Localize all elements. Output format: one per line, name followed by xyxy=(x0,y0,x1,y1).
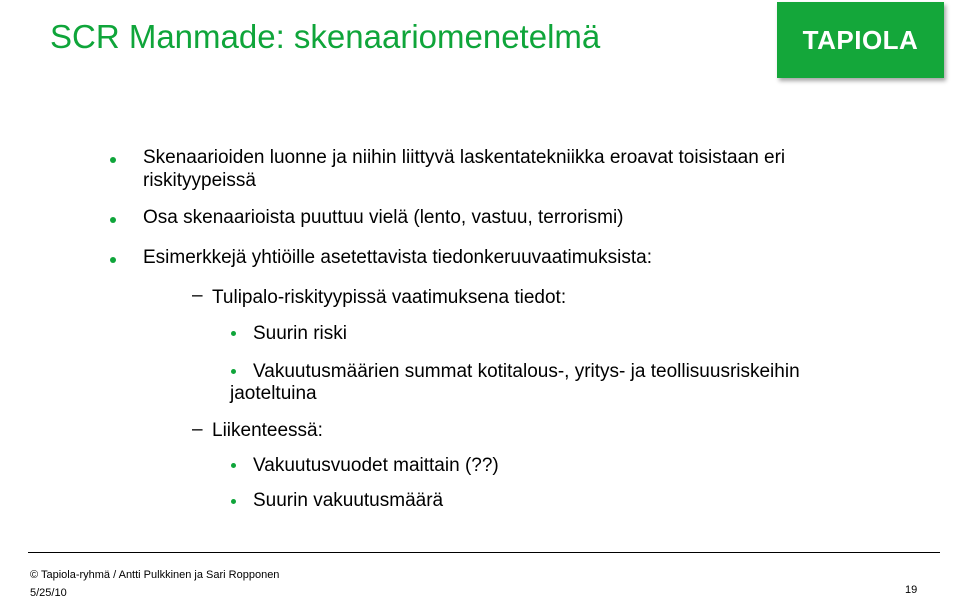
bullet-dot xyxy=(231,369,236,374)
bullet-dot xyxy=(231,499,236,504)
bullet-item-3: Esimerkkejä yhtiöille asetettavista tiedonkeruuvaatimuksista: xyxy=(143,247,653,268)
bullet-item-2: Osa skenaarioista puuttuu vielä (lento, vastuu, terrorismi) xyxy=(143,207,624,228)
sub-sub-item-vakuutusmaarien: Vakuutusmäärien summat kotitalous-, yritys- ja teollisuusriskeihin xyxy=(253,361,800,382)
sub-sub-item-suurin-riski: Suurin riski xyxy=(253,323,347,344)
dash-marker: – xyxy=(192,419,203,440)
bullet-dot xyxy=(110,257,116,263)
slide-title: SCR Manmade: skenaariomenetelmä xyxy=(50,18,601,55)
footer-copyright: © Tapiola-ryhmä / Antti Pulkkinen ja Sari Ropponen xyxy=(30,569,280,581)
page-number: 19 xyxy=(905,584,918,596)
bullet-dot xyxy=(231,463,236,468)
sub-item-tulipalo: Tulipalo-riskityypissä vaatimuksena tiedot: xyxy=(212,287,567,308)
bullet-dot xyxy=(110,217,116,223)
sub-item-liikenteessa: Liikenteessä: xyxy=(212,420,323,441)
bullet-item-1: Skenaarioiden luonne ja niihin liittyvä laskentatekniikka eroavat toisistaan eri riskityypeissä xyxy=(143,147,786,191)
bullet-dot xyxy=(110,157,116,163)
sub-sub-item-vakuutusvuodet: Vakuutusvuodet maittain (??) xyxy=(253,455,499,476)
sub-sub-item-continuation: jaoteltuina xyxy=(230,383,317,404)
logo-text: TAPIOLA xyxy=(802,24,919,55)
footer-divider xyxy=(28,552,940,553)
dash-marker: – xyxy=(192,285,203,306)
sub-sub-item-suurin-vakuutusmaara: Suurin vakuutusmäärä xyxy=(253,490,444,511)
footer-date: 5/25/10 xyxy=(30,587,67,599)
bullet-dot xyxy=(231,331,236,336)
tapiola-logo xyxy=(777,2,944,78)
